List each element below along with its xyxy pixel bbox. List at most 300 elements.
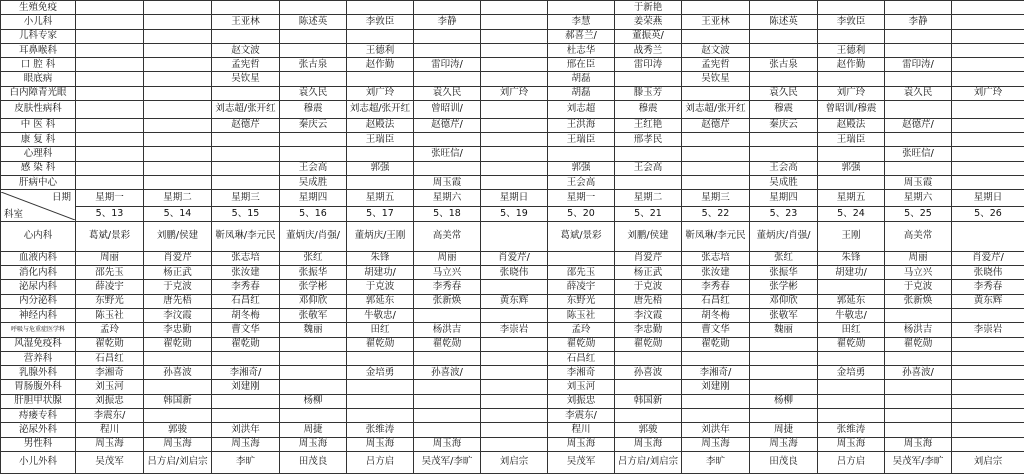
doctor-cell — [885, 351, 952, 365]
doctor-cell — [750, 161, 818, 175]
doctor-cell — [212, 351, 280, 365]
doctor-cell — [615, 15, 682, 29]
doctor-cell — [885, 72, 952, 86]
doctor-cell — [481, 161, 548, 175]
doctor-name: 高美常 — [903, 230, 933, 242]
doctor-name: 翟乾勋 — [701, 338, 730, 350]
doctor-name: 李敦臣 — [365, 15, 395, 27]
doctor-name: 赵文波 — [701, 44, 730, 56]
doctor-cell — [144, 280, 212, 294]
doctor-name: 刘广玲 — [499, 87, 529, 99]
doctor-name: 吴茂军/李旷 — [892, 456, 944, 468]
doctor-cell — [818, 132, 885, 146]
doctor-cell — [818, 437, 885, 451]
doctor-cell — [818, 308, 885, 322]
doctor-cell — [212, 29, 280, 43]
doctor-cell — [615, 251, 682, 265]
doctor-cell — [76, 308, 144, 322]
doctor-cell — [414, 337, 481, 351]
doctor-name: 邓仰欣 — [298, 295, 328, 307]
doctor-cell — [952, 423, 1024, 437]
doctor-name: 翟乾勋 — [903, 338, 933, 350]
doctor-cell — [885, 118, 952, 132]
doctor-name: 李湘奇 — [566, 366, 596, 378]
doctor-cell — [548, 308, 615, 322]
doctor-cell — [144, 1, 212, 15]
dept-name-cell: 小儿外科 — [1, 451, 76, 473]
doctor-cell — [481, 380, 548, 394]
doctor-cell — [481, 351, 548, 365]
doctor-name: 孙喜波/ — [431, 366, 463, 378]
doctor-name: 于克波 — [163, 281, 192, 293]
doctor-cell — [750, 72, 818, 86]
doctor-cell — [750, 337, 818, 351]
doctor-cell — [144, 409, 212, 423]
doctor-name: 周捷 — [303, 423, 323, 435]
doctor-cell — [818, 43, 885, 57]
doctor-cell — [280, 72, 347, 86]
doctor-cell — [481, 15, 548, 29]
doctor-cell — [76, 294, 144, 308]
weekday-cell: 星期日 — [481, 190, 548, 206]
doctor-name: 董炳庆/肖强/ — [286, 230, 340, 242]
doctor-name: 胡磊 — [571, 73, 591, 85]
doctor-name: 周玉霞 — [432, 176, 462, 188]
doctor-name: 吴茂军 — [95, 456, 124, 468]
dept-name-cell: 神经内科 — [1, 308, 76, 322]
doctor-name: 孙喜波 — [633, 366, 663, 378]
doctor-cell — [280, 118, 347, 132]
weekday-cell: 星期五 — [347, 190, 414, 206]
doctor-cell — [818, 29, 885, 43]
doctor-cell — [682, 294, 750, 308]
doctor-name: 翟乾勋 — [365, 338, 395, 350]
doctor-cell — [682, 280, 750, 294]
doctor-cell — [750, 409, 818, 423]
doctor-cell — [347, 266, 414, 280]
doctor-cell — [280, 366, 347, 380]
doctor-cell — [952, 72, 1024, 86]
doctor-cell — [76, 351, 144, 365]
date-cell: 5、15 — [212, 206, 280, 221]
doctor-cell — [818, 118, 885, 132]
doctor-name: 翟乾勋 — [231, 338, 260, 350]
doctor-name: 刘振忠 — [95, 395, 124, 407]
doctor-name: 李汶霞 — [163, 309, 192, 321]
doctor-cell — [750, 15, 818, 29]
doctor-cell — [952, 380, 1024, 394]
doctor-name: 吴成胜 — [769, 176, 798, 188]
doctor-cell — [414, 280, 481, 294]
doctor-cell — [144, 308, 212, 322]
doctor-name: 陈述英 — [769, 15, 798, 27]
dept-name-cell: 营养科 — [1, 351, 76, 365]
schedule-row — [1, 451, 1024, 473]
doctor-name: 穆震 — [773, 103, 793, 115]
doctor-cell — [952, 351, 1024, 365]
doctor-name: 李崇岩 — [973, 323, 1003, 335]
doctor-cell — [212, 337, 280, 351]
doctor-cell — [212, 423, 280, 437]
doctor-cell — [818, 266, 885, 280]
doctor-cell — [212, 266, 280, 280]
doctor-cell — [481, 437, 548, 451]
doctor-cell — [548, 294, 615, 308]
doctor-cell — [144, 266, 212, 280]
doctor-cell — [548, 351, 615, 365]
doctor-cell — [818, 1, 885, 15]
doctor-cell — [818, 366, 885, 380]
doctor-cell — [548, 366, 615, 380]
doctor-cell — [347, 437, 414, 451]
doctor-cell — [682, 15, 750, 29]
doctor-cell — [818, 451, 885, 473]
doctor-name: 牛敬忠/ — [364, 309, 396, 321]
doctor-cell — [212, 222, 280, 252]
doctor-cell — [76, 251, 144, 265]
doctor-cell — [280, 351, 347, 365]
doctor-cell — [548, 118, 615, 132]
doctor-name: 薛凌宇 — [95, 281, 124, 293]
doctor-name: 翟乾勋 — [566, 338, 596, 350]
doctor-name: 靳凤琳/李元民 — [215, 230, 276, 242]
doctor-cell — [347, 101, 414, 119]
doctor-cell — [144, 86, 212, 100]
doctor-name: 张古泉 — [769, 58, 798, 70]
doctor-name: 赵德芹 — [231, 119, 260, 131]
doctor-name: 王亚林 — [231, 15, 260, 27]
doctor-cell — [414, 147, 481, 161]
doctor-name: 曹文华 — [701, 323, 730, 335]
doctor-cell — [952, 409, 1024, 423]
schedule-row — [1, 294, 1024, 308]
doctor-cell — [414, 308, 481, 322]
dept-name-cell: 小儿科 — [1, 15, 76, 29]
date-cell: 5、20 — [548, 206, 615, 221]
doctor-name: 翟乾勋 — [95, 338, 124, 350]
doctor-cell — [347, 423, 414, 437]
doctor-cell — [885, 423, 952, 437]
doctor-name: 李秀春 — [701, 281, 730, 293]
doctor-name: 郭强 — [841, 162, 861, 174]
doctor-cell — [414, 58, 481, 72]
doctor-cell — [818, 72, 885, 86]
doctor-cell — [885, 147, 952, 161]
doctor-name: 周玉海 — [836, 438, 866, 450]
doctor-cell — [212, 161, 280, 175]
schedule-row — [1, 409, 1024, 423]
doctor-name: 吕方启 — [836, 456, 866, 468]
doctor-cell — [682, 175, 750, 189]
doctor-cell — [885, 451, 952, 473]
doctor-name: 王亚林 — [701, 15, 730, 27]
doctor-name: 董炳庆/肖强/ — [756, 230, 811, 242]
doctor-cell — [76, 380, 144, 394]
doctor-name: 东野光 — [566, 295, 596, 307]
doctor-name: 邓仰欣 — [769, 295, 798, 307]
doctor-name: 张志培 — [231, 252, 260, 264]
doctor-name: 东野光 — [95, 295, 124, 307]
date-cell: 5、19 — [481, 206, 548, 221]
doctor-cell — [818, 15, 885, 29]
doctor-cell — [280, 175, 347, 189]
dept-name-cell: 生殖免疫 — [1, 1, 76, 15]
doctor-name: 肖爱芹/ — [972, 252, 1004, 264]
doctor-cell — [615, 86, 682, 100]
doctor-cell — [885, 15, 952, 29]
doctor-cell — [144, 43, 212, 57]
doctor-cell — [280, 337, 347, 351]
date-label: 日期 — [51, 191, 71, 203]
doctor-cell — [144, 101, 212, 119]
doctor-cell — [750, 118, 818, 132]
doctor-cell — [76, 423, 144, 437]
doctor-name: 周捷 — [773, 423, 793, 435]
date-row — [1, 206, 1024, 221]
doctor-name: 孙喜波/ — [902, 366, 934, 378]
doctor-cell — [818, 423, 885, 437]
doctor-cell — [548, 58, 615, 72]
doctor-cell — [615, 118, 682, 132]
doctor-cell — [750, 380, 818, 394]
doctor-name: 胡建功/ — [364, 266, 396, 278]
doctor-name: 王德利 — [836, 44, 866, 56]
doctor-cell — [212, 451, 280, 473]
doctor-cell — [280, 409, 347, 423]
schedule-row — [1, 175, 1024, 189]
doctor-cell — [682, 308, 750, 322]
dept-label: 科室 — [4, 208, 24, 220]
doctor-cell — [481, 175, 548, 189]
dept-name-cell: 痔瘘专科 — [1, 409, 76, 423]
doctor-cell — [885, 1, 952, 15]
doctor-cell — [76, 15, 144, 29]
doctor-cell — [481, 29, 548, 43]
doctor-cell — [212, 58, 280, 72]
doctor-cell — [212, 43, 280, 57]
doctor-cell — [682, 337, 750, 351]
doctor-name: 薛凌宇 — [566, 281, 596, 293]
doctor-name: 唐先梧 — [163, 295, 192, 307]
doctor-cell — [548, 147, 615, 161]
doctor-cell — [144, 118, 212, 132]
doctor-cell — [414, 409, 481, 423]
doctor-cell — [750, 437, 818, 451]
doctor-name: 张志培 — [701, 252, 730, 264]
schedule-row — [1, 251, 1024, 265]
doctor-name: 孟玲 — [571, 323, 591, 335]
doctor-cell — [481, 308, 548, 322]
doctor-cell — [212, 366, 280, 380]
dept-name-cell: 肝胆甲状腺 — [1, 394, 76, 408]
doctor-name: 黄东辉 — [973, 295, 1003, 307]
weekday-cell: 星期六 — [885, 190, 952, 206]
doctor-cell — [750, 222, 818, 252]
doctor-name: 张学彬 — [298, 281, 328, 293]
doctor-cell — [414, 451, 481, 473]
doctor-name: 于克波 — [903, 281, 933, 293]
doctor-cell — [682, 1, 750, 15]
doctor-cell — [548, 161, 615, 175]
dept-name-cell: 男性科 — [1, 437, 76, 451]
dept-name-cell: 皮肤性病科 — [1, 101, 76, 119]
doctor-cell — [682, 161, 750, 175]
doctor-name: 韩国新 — [163, 395, 192, 407]
doctor-cell — [280, 1, 347, 15]
weekday-cell: 星期一 — [76, 190, 144, 206]
schedule-row — [1, 15, 1024, 29]
doctor-cell — [682, 222, 750, 252]
doctor-cell — [615, 337, 682, 351]
doctor-name: 周玉海 — [163, 438, 192, 450]
doctor-name: 孟宪哲 — [701, 58, 730, 70]
doctor-cell — [818, 175, 885, 189]
doctor-name: 张维涛 — [836, 423, 866, 435]
doctor-name: 程川 — [99, 423, 119, 435]
doctor-cell — [750, 1, 818, 15]
doctor-cell — [76, 43, 144, 57]
doctor-cell — [885, 337, 952, 351]
schedule-row — [1, 351, 1024, 365]
doctor-cell — [548, 132, 615, 146]
doctor-name: 雷印涛 — [633, 58, 663, 70]
schedule-row — [1, 86, 1024, 100]
doctor-cell — [481, 366, 548, 380]
doctor-cell — [76, 394, 144, 408]
doctor-cell — [347, 323, 414, 337]
doctor-cell — [76, 280, 144, 294]
doctor-cell — [212, 72, 280, 86]
doctor-cell — [144, 451, 212, 473]
doctor-cell — [952, 337, 1024, 351]
doctor-name: 王瑞臣 — [365, 133, 395, 145]
doctor-name: 刘志超 — [566, 103, 596, 115]
doctor-cell — [347, 308, 414, 322]
doctor-name: 金培勇 — [836, 366, 866, 378]
dept-name-cell: 内分泌科 — [1, 294, 76, 308]
doctor-name: 郭延东 — [836, 295, 866, 307]
doctor-name: 杜志华 — [566, 44, 596, 56]
doctor-name: 张振华 — [769, 266, 798, 278]
dept-name-cell: 乳腺外科 — [1, 366, 76, 380]
doctor-name: 刘玉河 — [566, 381, 596, 393]
doctor-cell — [548, 222, 615, 252]
doctor-cell — [212, 15, 280, 29]
doctor-name: 田红 — [841, 323, 861, 335]
doctor-cell — [682, 101, 750, 119]
schedule-row — [1, 366, 1024, 380]
doctor-cell — [76, 337, 144, 351]
doctor-cell — [212, 394, 280, 408]
doctor-cell — [682, 43, 750, 57]
schedule-row — [1, 308, 1024, 322]
doctor-cell — [952, 132, 1024, 146]
doctor-cell — [76, 222, 144, 252]
doctor-name: 赵文波 — [231, 44, 260, 56]
doctor-cell — [280, 451, 347, 473]
doctor-name: 周丽 — [99, 252, 119, 264]
doctor-name: 赵作勤 — [836, 58, 866, 70]
weekday-cell: 星期三 — [682, 190, 750, 206]
date-cell: 5、22 — [682, 206, 750, 221]
doctor-name: 胡建功/ — [835, 266, 867, 278]
schedule-row — [1, 280, 1024, 294]
doctor-cell — [885, 161, 952, 175]
doctor-name: 田茂良 — [769, 456, 798, 468]
doctor-cell — [885, 251, 952, 265]
doctor-name: 董炳庆/王刚 — [354, 230, 406, 242]
doctor-name: 邵先玉 — [566, 266, 596, 278]
doctor-cell — [144, 132, 212, 146]
doctor-cell — [548, 323, 615, 337]
doctor-name: 田红 — [370, 323, 390, 335]
doctor-cell — [414, 222, 481, 252]
doctor-cell — [414, 394, 481, 408]
doctor-cell — [548, 43, 615, 57]
doctor-cell — [280, 280, 347, 294]
date-cell: 5、24 — [818, 206, 885, 221]
doctor-cell — [414, 266, 481, 280]
doctor-cell — [144, 15, 212, 29]
doctor-name: 王会高 — [566, 176, 596, 188]
doctor-cell — [548, 72, 615, 86]
doctor-name: 李忠勤 — [633, 323, 663, 335]
doctor-cell — [212, 323, 280, 337]
doctor-cell — [548, 409, 615, 423]
doctor-cell — [952, 175, 1024, 189]
doctor-cell — [818, 58, 885, 72]
doctor-cell — [818, 351, 885, 365]
doctor-name: 李秀春 — [231, 281, 260, 293]
doctor-cell — [615, 437, 682, 451]
weekday-cell: 星期五 — [818, 190, 885, 206]
doctor-name: 金培勇 — [365, 366, 395, 378]
doctor-name: 魏丽 — [303, 323, 323, 335]
doctor-name: 葛斌/景彩 — [560, 230, 602, 242]
doctor-cell — [952, 394, 1024, 408]
doctor-name: 郝喜兰/ — [565, 30, 597, 42]
doctor-cell — [548, 29, 615, 43]
doctor-name: 吴钦星 — [701, 73, 730, 85]
doctor-name: 王会高 — [633, 162, 663, 174]
doctor-name: 姜荣燕 — [633, 15, 663, 27]
weekday-cell: 星期四 — [280, 190, 347, 206]
doctor-cell — [548, 437, 615, 451]
doctor-cell — [144, 58, 212, 72]
doctor-cell — [280, 423, 347, 437]
doctor-cell — [76, 451, 144, 473]
doctor-cell — [347, 86, 414, 100]
doctor-name: 秦庆云 — [769, 119, 798, 131]
doctor-cell — [615, 175, 682, 189]
doctor-cell — [548, 280, 615, 294]
doctor-cell — [615, 380, 682, 394]
doctor-name: 赵殿法 — [836, 119, 866, 131]
doctor-cell — [615, 43, 682, 57]
weekday-row — [1, 190, 1024, 206]
doctor-name: 郭强 — [571, 162, 591, 174]
doctor-name: 王洪海 — [566, 119, 596, 131]
doctor-cell — [885, 280, 952, 294]
doctor-name: 石昌红 — [231, 295, 260, 307]
doctor-cell — [212, 308, 280, 322]
doctor-cell — [682, 423, 750, 437]
doctor-cell — [76, 266, 144, 280]
doctor-cell — [952, 437, 1024, 451]
doctor-cell — [481, 451, 548, 473]
doctor-cell — [615, 1, 682, 15]
doctor-cell — [347, 351, 414, 365]
